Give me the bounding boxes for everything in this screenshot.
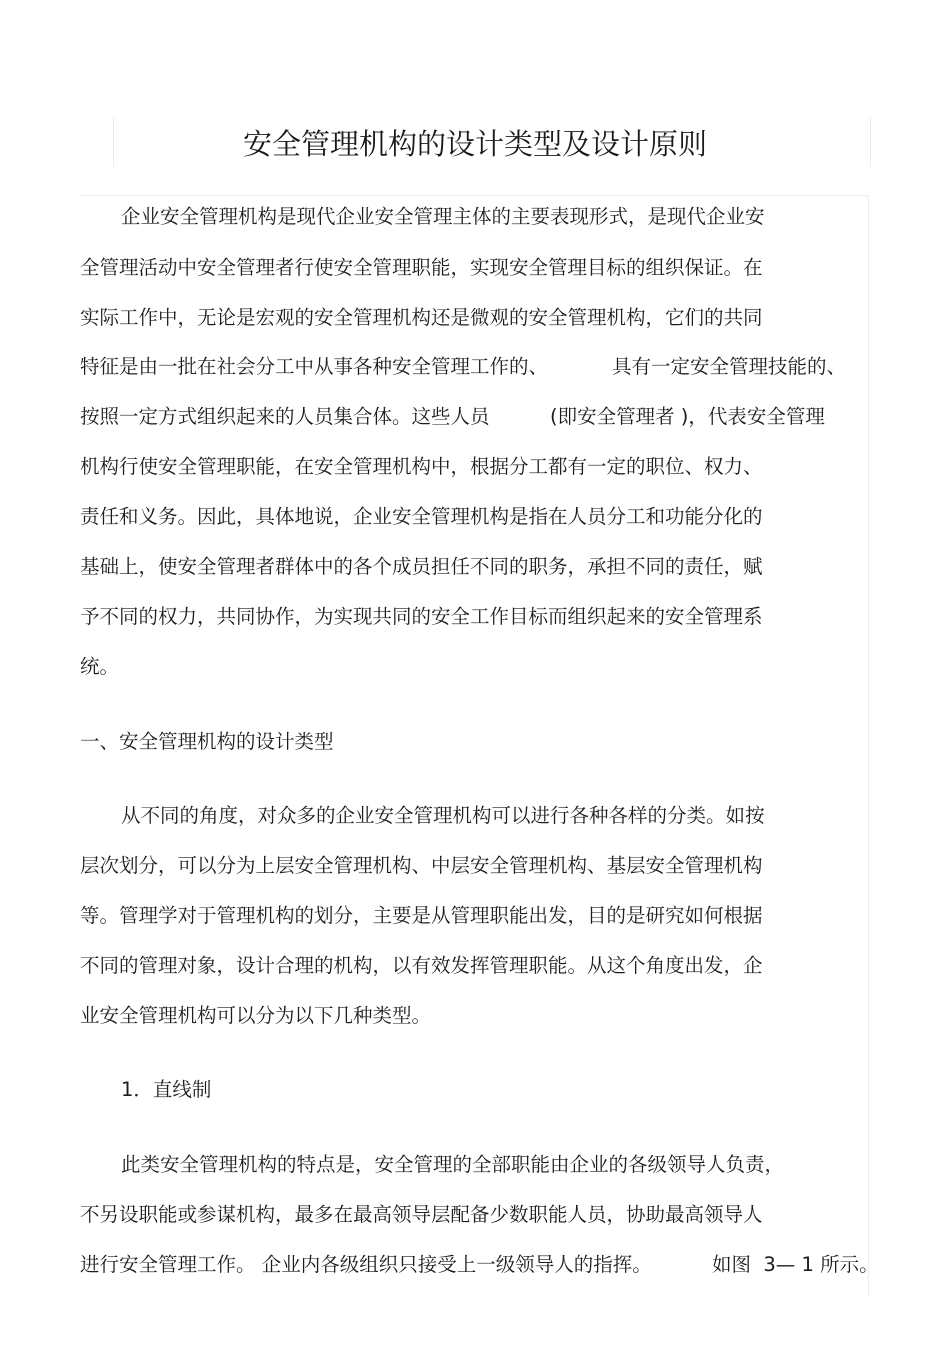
paragraph-1-line-10: 统。 — [80, 655, 120, 678]
paragraph-3-line-2: 不另设职能或参谋机构，最多在最高领导层配备少数职能人员，协助最高领导人 — [80, 1203, 763, 1226]
section-heading-1: 一、安全管理机构的设计类型 — [80, 730, 334, 753]
paragraph-3-line-3b: 如图 3— 1 所示。 — [712, 1253, 879, 1276]
paragraph-1-line-2: 全管理活动中安全管理者行使安全管理职能，实现安全管理目标的组织保证。在 — [80, 256, 763, 279]
paragraph-2-line-4: 不同的管理对象，设计合理的机构，以有效发挥管理职能。从这个角度出发，企 — [80, 954, 763, 977]
page-title: 安全管理机构的设计类型及设计原则 — [242, 127, 707, 161]
paragraph-1-line-5b: (即安全管理者 )，代表安全管理 — [550, 405, 825, 428]
paragraph-3-line-1: 此类安全管理机构的特点是，安全管理的全部职能由企业的各级领导人负责， — [121, 1153, 785, 1176]
paragraph-1-line-3: 实际工作中，无论是宏观的安全管理机构还是微观的安全管理机构，它们的共同 — [80, 306, 763, 329]
paragraph-1-line-7: 责任和义务。因此，具体地说，企业安全管理机构是指在人员分工和功能分化的 — [80, 505, 763, 528]
paragraph-1-line-8: 基础上，使安全管理者群体中的各个成员担任不同的职务，承担不同的责任，赋 — [80, 555, 763, 578]
paragraph-1-line-1: 企业安全管理机构是现代企业安全管理主体的主要表现形式，是现代企业安 — [121, 205, 765, 228]
paragraph-2-line-3: 等。管理学对于管理机构的划分，主要是从管理职能出发，目的是研究如何根据 — [80, 904, 763, 927]
section-heading-2: 1．直线制 — [121, 1078, 212, 1101]
paragraph-1-line-4a: 特征是由一批在社会分工中从事各种安全管理工作的、 — [80, 355, 549, 378]
paragraph-2-line-2: 层次划分，可以分为上层安全管理机构、中层安全管理机构、基层安全管理机构 — [80, 854, 763, 877]
paragraph-3-line-3a: 进行安全管理工作。 企业内各级组织只接受上一级领导人的指挥。 — [80, 1253, 652, 1276]
paragraph-1-line-5a: 按照一定方式组织起来的人员集合体。这些人员 — [80, 405, 490, 428]
paragraph-2-line-5: 业安全管理机构可以分为以下几种类型。 — [80, 1004, 432, 1027]
paragraph-2-line-1: 从不同的角度，对众多的企业安全管理机构可以进行各种各样的分类。如按 — [121, 804, 765, 827]
paragraph-1-line-9: 予不同的权力，共同协作，为实现共同的安全工作目标而组织起来的安全管理系 — [80, 605, 763, 628]
paragraph-1-line-6: 机构行使安全管理职能，在安全管理机构中，根据分工都有一定的职位、权力、 — [80, 455, 763, 478]
paragraph-1-line-4b: 具有一定安全管理技能的、 — [612, 355, 847, 378]
